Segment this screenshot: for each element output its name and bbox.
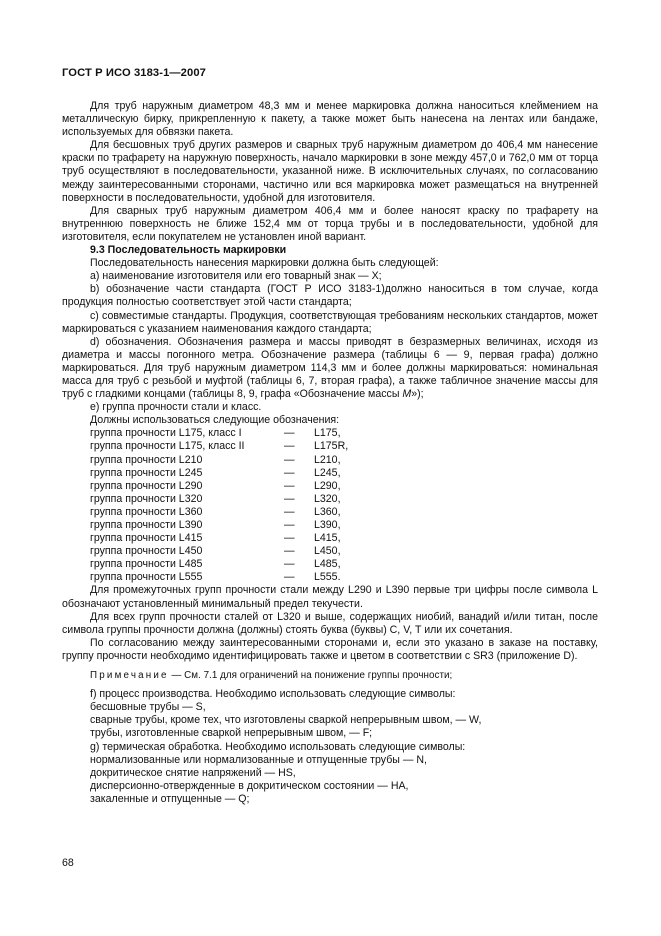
code-cell: L290, [314,479,341,492]
standard-header: ГОСТ Р ИСО 3183-1—2007 [62,67,206,79]
list-line: нормализованные или нормализованные и отпущенные трубы — N, [90,753,427,766]
list-line: дисперсионно-отвержденные в докритическом состоянии — HA, [90,779,409,792]
dash-cell: — [284,519,295,531]
table-row [90,467,348,480]
list-item-d-end: »); [411,388,424,401]
group-cell: группа прочности L175, класс II [90,440,245,453]
dash-cell: — [284,558,295,571]
dash-cell: — [284,492,295,505]
dash-cell: — [284,440,295,453]
paragraph-small-pipes: Для труб наружным диаметром 48,3 мм и менее маркировка должна наноситься клеймением на металлическую бирку, прикрепленную к пакету, а также может быть нанесена на лентах или бандаже, используемых для обвязки пакета. [62,100,598,139]
group-cell: группа прочности L360 [90,505,203,518]
paragraph-color-identification: По согласованию между заинтересованными сторонами и, если это указано в заказе на поставку, группу прочности необходимо идентифицировать также и цветом в соответствии с SR3 (приложение D). [62,636,598,662]
table-row [90,571,348,584]
code-cell: L555. [314,571,341,584]
dash-cell: — [284,453,295,466]
dash-cell: — [284,466,295,479]
table-row [90,519,348,532]
list-item-g: g) термическая обработка. Необходимо использовать следующие символы: [90,740,466,753]
list-item-e: е) группа прочности стали и класс. [90,401,262,414]
code-cell: L210, [314,453,341,466]
dash-cell: — [284,545,295,558]
paragraph-welded-pipes: Для сварных труб наружным диаметром 406,4 мм и более наносят краску по трафарету на внутреннюю поверхность не ближе 152,4 мм от торца трубы и в последовательности, удобной для изготовителя, если покупателем не установлен иной вариант. [62,204,598,243]
list-item-f: f) процесс производства. Необходимо использовать следующие символы: [90,688,456,701]
mass-symbol: M [402,388,412,401]
table-row [90,480,348,493]
note [62,669,598,682]
dash-cell: — [284,532,295,545]
dash-cell: — [284,479,295,492]
list-item-b: b) обозначение части стандарта (ГОСТ Р ИСО 3183-1)должно наноситься в том случае, когда продукция полностью соответствует этой части стандарта; [62,283,598,309]
paragraph-intermediate-groups: Для промежуточных групп прочности стали между L290 и L390 первые три цифры после символа L обозначают установленный минимальный предел текучести. [62,584,598,610]
list-line: трубы, изготовленные сваркой непрерывным швом, — F; [90,727,373,740]
group-cell: группа прочности L485 [90,558,203,571]
list-item-c: с) совместимые стандарты. Продукция, соответствующая требованиям нескольких стандартов, может маркироваться с указанием наименования каждого стандарта; [62,309,598,335]
page-number: 68 [62,857,74,869]
paragraph-alloy-letters: Для всех групп прочности сталей от L320 и выше, содержащих ниобий, ванадий и/или титан, после символа группы прочности должна (должны) стоять буква (буквы) C, V, T или их сочетания. [62,610,598,636]
code-cell: L485, [314,558,341,571]
code-cell: L175, [314,427,341,440]
group-cell: группа прочности L245 [90,466,203,479]
group-cell: группа прочности L390 [90,519,203,531]
list-item-d-text: d) обозначения. Обозначения размера и массы приводят в безразмерных величинах, исходя из диаметра и массы погонного метра. Обозначение размера (таблицы 6 — 9, первая графа) должно маркироваться. Для труб наружным диаметром 114,3 мм и более должны маркироваться: номинальная масса для труб с резьбой и муфтой (таблицы 6, 7, вторая графа), а также табличное значение массы для труб с гладкими концами (таблицы 8, 9, графа «Обозначение массы [62,335,598,401]
code-cell: L415, [314,532,341,545]
code-cell: L245, [314,466,341,479]
group-cell: группа прочности L210 [90,453,203,466]
table-row [90,545,348,558]
group-cell: группа прочности L320 [90,492,203,505]
dash-cell: — [284,571,295,584]
group-cell: группа прочности L415 [90,532,203,545]
section-heading: 9.3 Последовательность маркировки [90,244,287,257]
table-row [90,454,348,467]
code-cell: L175R, [314,440,349,453]
table-row [90,558,348,571]
list-line: закаленные и отпущенные — Q; [90,792,250,805]
table-row [90,532,348,545]
code-cell: L320, [314,492,341,505]
list-item-d [62,336,598,401]
table-row [90,440,348,453]
dash-cell: — [284,427,295,440]
codes-intro: Должны использоваться следующие обозначения: [90,414,340,427]
code-cell: L390, [314,519,341,531]
page-body [62,100,598,806]
group-cell: группа прочности L290 [90,479,203,492]
table-row [90,427,348,440]
table-row [90,506,348,519]
section-intro: Последовательность нанесения маркировки должна быть следующей: [90,257,439,270]
strength-group-table [90,427,348,584]
note-label: Примечание [90,670,169,682]
list-line: докритическое снятие напряжений — HS, [90,766,296,779]
note-text: — См. 7.1 для ограничений на понижение группы прочности; [168,670,453,682]
group-cell: группа прочности L555 [90,571,203,584]
group-cell: группа прочности L450 [90,545,203,558]
group-cell: группа прочности L175, класс I [90,427,242,440]
list-line: бесшовные трубы — S, [90,701,206,714]
list-line: сварные трубы, кроме тех, что изготовлены сваркой непрерывным швом, — W, [90,714,482,727]
paragraph-seamless-pipes: Для бесшовных труб других размеров и сварных труб наружным диаметром до 406,4 мм нанесение краски по трафарету на наружную поверхность, начало маркировки в зоне между 457,0 и 762,0 мм от торца труб осуществляют в последовательности, указанной ниже. В исключительных случаях, по согласованию между заинтересованными сторонами, частично или вся маркировка может размещаться на внутренней поверхности в последовательности, удобной для изготовителя. [62,139,598,204]
code-cell: L450, [314,545,341,558]
dash-cell: — [284,505,295,518]
code-cell: L360, [314,505,341,518]
list-item-a: а) наименование изготовителя или его товарный знак — X; [90,270,382,283]
table-row [90,493,348,506]
